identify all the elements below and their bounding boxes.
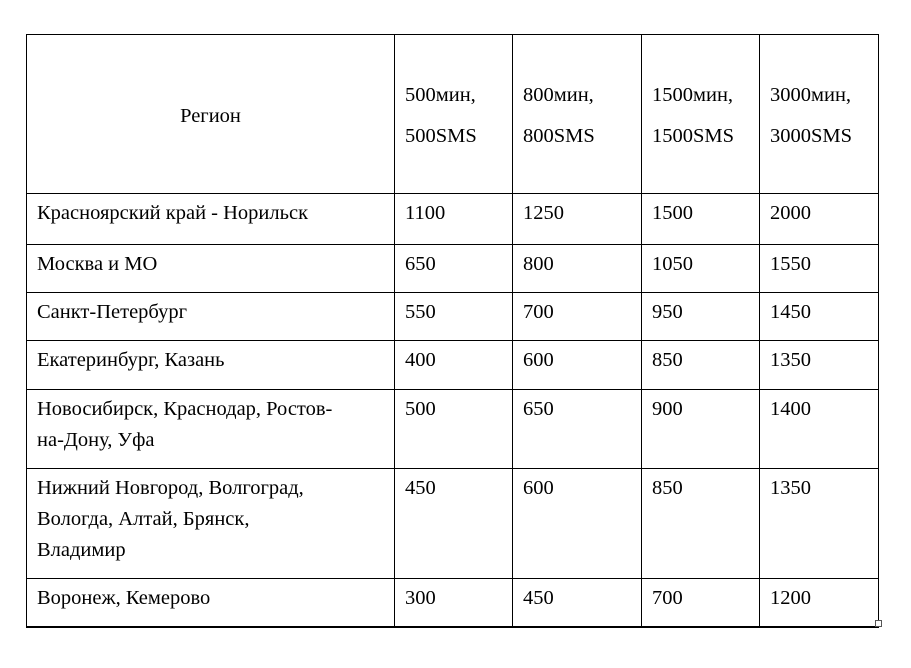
price-cell: 1400 bbox=[760, 390, 879, 469]
tariff-table bbox=[26, 34, 879, 628]
plan-header-sms: 1500SMS bbox=[652, 125, 735, 147]
table-row bbox=[27, 579, 879, 627]
table-row bbox=[27, 245, 879, 293]
plan-header-500 bbox=[395, 35, 513, 194]
price-cell: 550 bbox=[395, 293, 513, 341]
price-cell: 800 bbox=[513, 245, 642, 293]
header-row bbox=[27, 35, 879, 194]
price-cell: 1550 bbox=[760, 245, 879, 293]
price-cell: 450 bbox=[513, 579, 642, 627]
plan-header-sms: 800SMS bbox=[523, 125, 595, 147]
price-cell: 1500 bbox=[642, 194, 760, 245]
price-cell: 1200 bbox=[760, 579, 879, 627]
plan-header-800 bbox=[513, 35, 642, 194]
region-cell bbox=[27, 341, 395, 390]
price-cell: 1350 bbox=[760, 469, 879, 579]
region-cell bbox=[27, 469, 395, 579]
region-cell bbox=[27, 390, 395, 469]
region-line: Новосибирск, Краснодар, Ростов- bbox=[37, 398, 333, 420]
price-cell: 500 bbox=[395, 390, 513, 469]
price-cell: 850 bbox=[642, 469, 760, 579]
price-cell: 450 bbox=[395, 469, 513, 579]
price-cell: 650 bbox=[395, 245, 513, 293]
price-cell: 400 bbox=[395, 341, 513, 390]
table-resize-handle[interactable] bbox=[875, 620, 882, 627]
region-line: Вологда, Алтай, Брянск, bbox=[37, 508, 250, 530]
region-cell bbox=[27, 579, 395, 627]
price-cell: 300 bbox=[395, 579, 513, 627]
plan-header-minutes: 3000мин, bbox=[770, 84, 852, 106]
plan-header-1500 bbox=[642, 35, 760, 194]
price-cell: 2000 bbox=[760, 194, 879, 245]
price-cell: 650 bbox=[513, 390, 642, 469]
region-line: Екатеринбург, Казань bbox=[37, 349, 225, 371]
price-cell: 1050 bbox=[642, 245, 760, 293]
price-cell: 950 bbox=[642, 293, 760, 341]
region-line: Нижний Новгород, Волгоград, bbox=[37, 477, 304, 499]
table-row bbox=[27, 390, 879, 469]
region-line: на-Дону, Уфа bbox=[37, 429, 155, 451]
region-line: Красноярский край - Норильск bbox=[37, 202, 309, 224]
region-cell bbox=[27, 245, 395, 293]
table-row bbox=[27, 293, 879, 341]
region-cell bbox=[27, 293, 395, 341]
price-cell: 1450 bbox=[760, 293, 879, 341]
price-cell: 700 bbox=[513, 293, 642, 341]
price-cell: 1250 bbox=[513, 194, 642, 245]
plan-header-minutes: 800мин, bbox=[523, 84, 594, 106]
price-cell: 1350 bbox=[760, 341, 879, 390]
price-cell: 1100 bbox=[395, 194, 513, 245]
region-line: Владимир bbox=[37, 539, 126, 561]
table-row bbox=[27, 469, 879, 579]
table-row bbox=[27, 341, 879, 390]
plan-header-sms: 500SMS bbox=[405, 125, 477, 147]
plan-header-sms: 3000SMS bbox=[770, 125, 853, 147]
region-line: Москва и МО bbox=[37, 253, 158, 275]
price-cell: 600 bbox=[513, 341, 642, 390]
region-line: Санкт-Петербург bbox=[37, 301, 187, 323]
plan-header-minutes: 1500мин, bbox=[652, 84, 734, 106]
region-column-header: Регион bbox=[27, 35, 395, 194]
price-cell: 900 bbox=[642, 390, 760, 469]
price-cell: 600 bbox=[513, 469, 642, 579]
price-cell: 700 bbox=[642, 579, 760, 627]
table-row bbox=[27, 194, 879, 245]
plan-header-3000 bbox=[760, 35, 879, 194]
price-cell: 850 bbox=[642, 341, 760, 390]
region-line: Воронеж, Кемерово bbox=[37, 587, 211, 609]
plan-header-minutes: 500мин, bbox=[405, 84, 476, 106]
region-cell bbox=[27, 194, 395, 245]
